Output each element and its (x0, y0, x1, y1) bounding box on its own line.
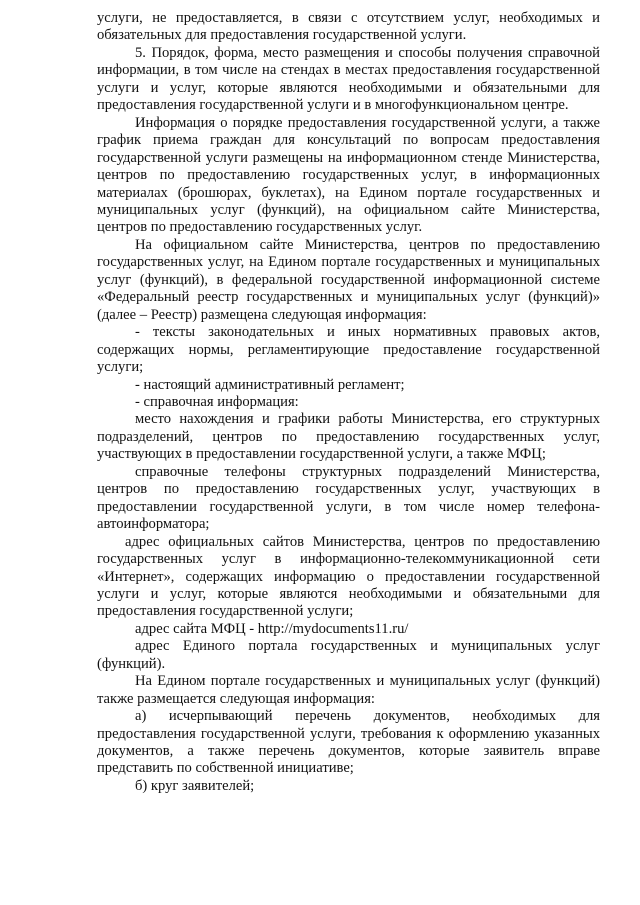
paragraph-portal-info: На Едином портале государственных и муниципальных услуг (функций) также размещается следующая информация: (97, 673, 600, 707)
list-item-regulation: - настоящий административный регламент; (135, 376, 405, 393)
paragraph-official-site: На официальном сайте Министерства, центров по предоставлению государственных услуг, на Едином портале государственных и муниципальных услуг (функций), в федеральной государственной информационной системе «Федеральный реестр государственных и муниципальных услуг (функций)» (далее – Реестр) размещена следующая информация: (97, 236, 600, 323)
list-item-reference-info: - справочная информация: (135, 393, 299, 410)
list-item-b: б) круг заявителей; (135, 777, 255, 794)
paragraph-portal-address: адрес Единого портала государственных и муниципальных услуг (функций). (97, 638, 600, 672)
paragraph-websites: адрес официальных сайтов Министерства, центров по предоставлению государственных услуг в информационно-телекоммуникационной сети «Интернет», содержащих информацию о предоставлении государственной услуги и услуг, которые являются необходимыми и обязательными для предоставления государственной услуги; (97, 533, 600, 620)
paragraph-location-schedule: место нахождения и графики работы Министерства, его структурных подразделений, центров по предоставлению государственных услуг, участвующих в предоставлении государственной услуги, а также МФЦ; (97, 411, 600, 463)
paragraph-section-5-heading: 5. Порядок, форма, место размещения и способы получения справочной информации, в том числе на стендах в местах предоставления государственной услуги и услуг, которые являются необходимыми и обязательными для предоставления государственной услуги и в многофункциональном центре. (97, 44, 600, 114)
document-page (97, 10, 600, 795)
paragraph-1: услуги, не предоставляется, в связи с отсутствием услуг, необходимых и обязательных для предоставления государственной услуги. (97, 10, 600, 44)
paragraph-phones: справочные телефоны структурных подразделений Министерства, центров по предоставлению государственных услуг, участвующих в предоставлении государственной услуги, в том числе номер телефона-автоинформатора; (97, 463, 600, 533)
paragraph-info-order: Информация о порядке предоставления государственной услуги, а также график приема граждан для консультаций по вопросам предоставления государственной услуги размещены на информационном стенде Министерства, центров по предоставлению государственных услуг, в информационных материалах (брошюрах, буклетах), на Едином портале государственных и муниципальных услуг (функций), на официальном сайте Министерства, центров по предоставлению государственных услуг. (97, 114, 600, 236)
paragraph-mfc-site: адрес сайта МФЦ - http://mydocuments11.ru/ (135, 620, 409, 637)
list-item-legal-acts: - тексты законодательных и иных нормативных правовых актов, содержащих нормы, регламентирующие предоставление государственной услуги; (97, 324, 600, 376)
list-item-a: а) исчерпывающий перечень документов, необходимых для предоставления государственной услуги, требования к оформлению указанных документов, а также перечень документов, которые заявитель вправе представить по собственной инициативе; (97, 708, 600, 777)
